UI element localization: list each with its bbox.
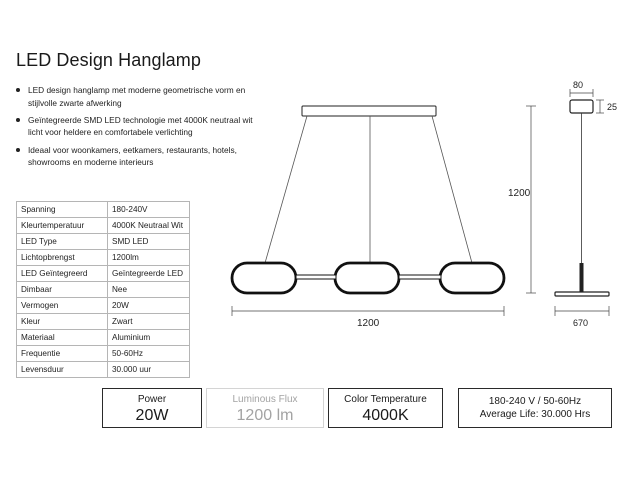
spec-label: Vermogen xyxy=(17,298,108,314)
spec-value: 20W xyxy=(108,298,190,314)
spec-label: Materiaal xyxy=(17,330,108,346)
ring-connector xyxy=(296,275,336,279)
spec-value: 180-240V xyxy=(108,202,190,218)
lamp-ring xyxy=(335,263,399,293)
suspension-cable xyxy=(265,116,307,263)
flux-value: 1200 lm xyxy=(236,407,294,424)
suspension-cable xyxy=(432,116,472,263)
spec-value: 4000K Neutraal Wit xyxy=(108,218,190,234)
voltage-frequency-text: 180-240 V / 50-60Hz xyxy=(488,396,582,407)
canopy-diameter-label: 80 xyxy=(573,80,584,90)
feature-item: Ideaal voor woonkamers, eetkamers, restaurants, hotels, showrooms en moderne interieurs xyxy=(14,144,259,169)
power-badge xyxy=(102,388,202,428)
voltage-life-badge xyxy=(458,388,612,428)
spec-value: 30.000 uur xyxy=(108,362,190,378)
average-life-text: Average Life: 30.000 Hrs xyxy=(479,409,591,420)
power-value: 20W xyxy=(135,407,169,424)
height-dimension-label: 1200 xyxy=(508,188,531,199)
spec-label: LED Geïntegreerd xyxy=(17,266,108,282)
spec-label: Kleur xyxy=(17,314,108,330)
spec-label: Kleurtemperatuur xyxy=(17,218,108,234)
power-label: Power xyxy=(137,394,167,405)
spec-value: Geïntegreerde LED xyxy=(108,266,190,282)
lamp-ring xyxy=(440,263,504,293)
feature-item: LED design hanglamp met moderne geometrische vorm en stijlvolle zwarte afwerking xyxy=(14,84,259,109)
flux-badge xyxy=(206,388,324,428)
spec-label: Frequentie xyxy=(17,346,108,362)
lamp-ring xyxy=(232,263,296,293)
feature-item: Geïntegreerde SMD LED technologie met 4000K neutraal wit licht voor heldere en comfortabele verlichting xyxy=(14,114,259,139)
width-dimension-label: 1200 xyxy=(357,318,380,329)
product-title: LED Design Hanglamp xyxy=(16,50,201,70)
spec-value: Nee xyxy=(108,282,190,298)
spec-value: Aluminium xyxy=(108,330,190,346)
color-temperature-label: Color Temperature xyxy=(344,394,427,405)
spec-label: Lichtopbrengst xyxy=(17,250,108,266)
spec-label: Dimbaar xyxy=(17,282,108,298)
ring-connector xyxy=(399,275,441,279)
flux-label: Luminous Flux xyxy=(232,394,298,405)
ceiling-canopy-bar xyxy=(302,106,436,116)
side-stem xyxy=(580,263,584,293)
color-temperature-value: 4000K xyxy=(362,407,409,424)
spec-value: 1200lm xyxy=(108,250,190,266)
side-width-label: 670 xyxy=(573,318,589,328)
spec-label: Levensduur xyxy=(17,362,108,378)
canopy-height-label: 25 xyxy=(607,102,618,112)
spec-value: SMD LED xyxy=(108,234,190,250)
color-temperature-badge xyxy=(328,388,443,428)
side-lamp-profile xyxy=(555,292,609,296)
spec-label: Spanning xyxy=(17,202,108,218)
side-canopy xyxy=(570,100,593,113)
spec-value: Zwart xyxy=(108,314,190,330)
spec-value: 50-60Hz xyxy=(108,346,190,362)
spec-label: LED Type xyxy=(17,234,108,250)
